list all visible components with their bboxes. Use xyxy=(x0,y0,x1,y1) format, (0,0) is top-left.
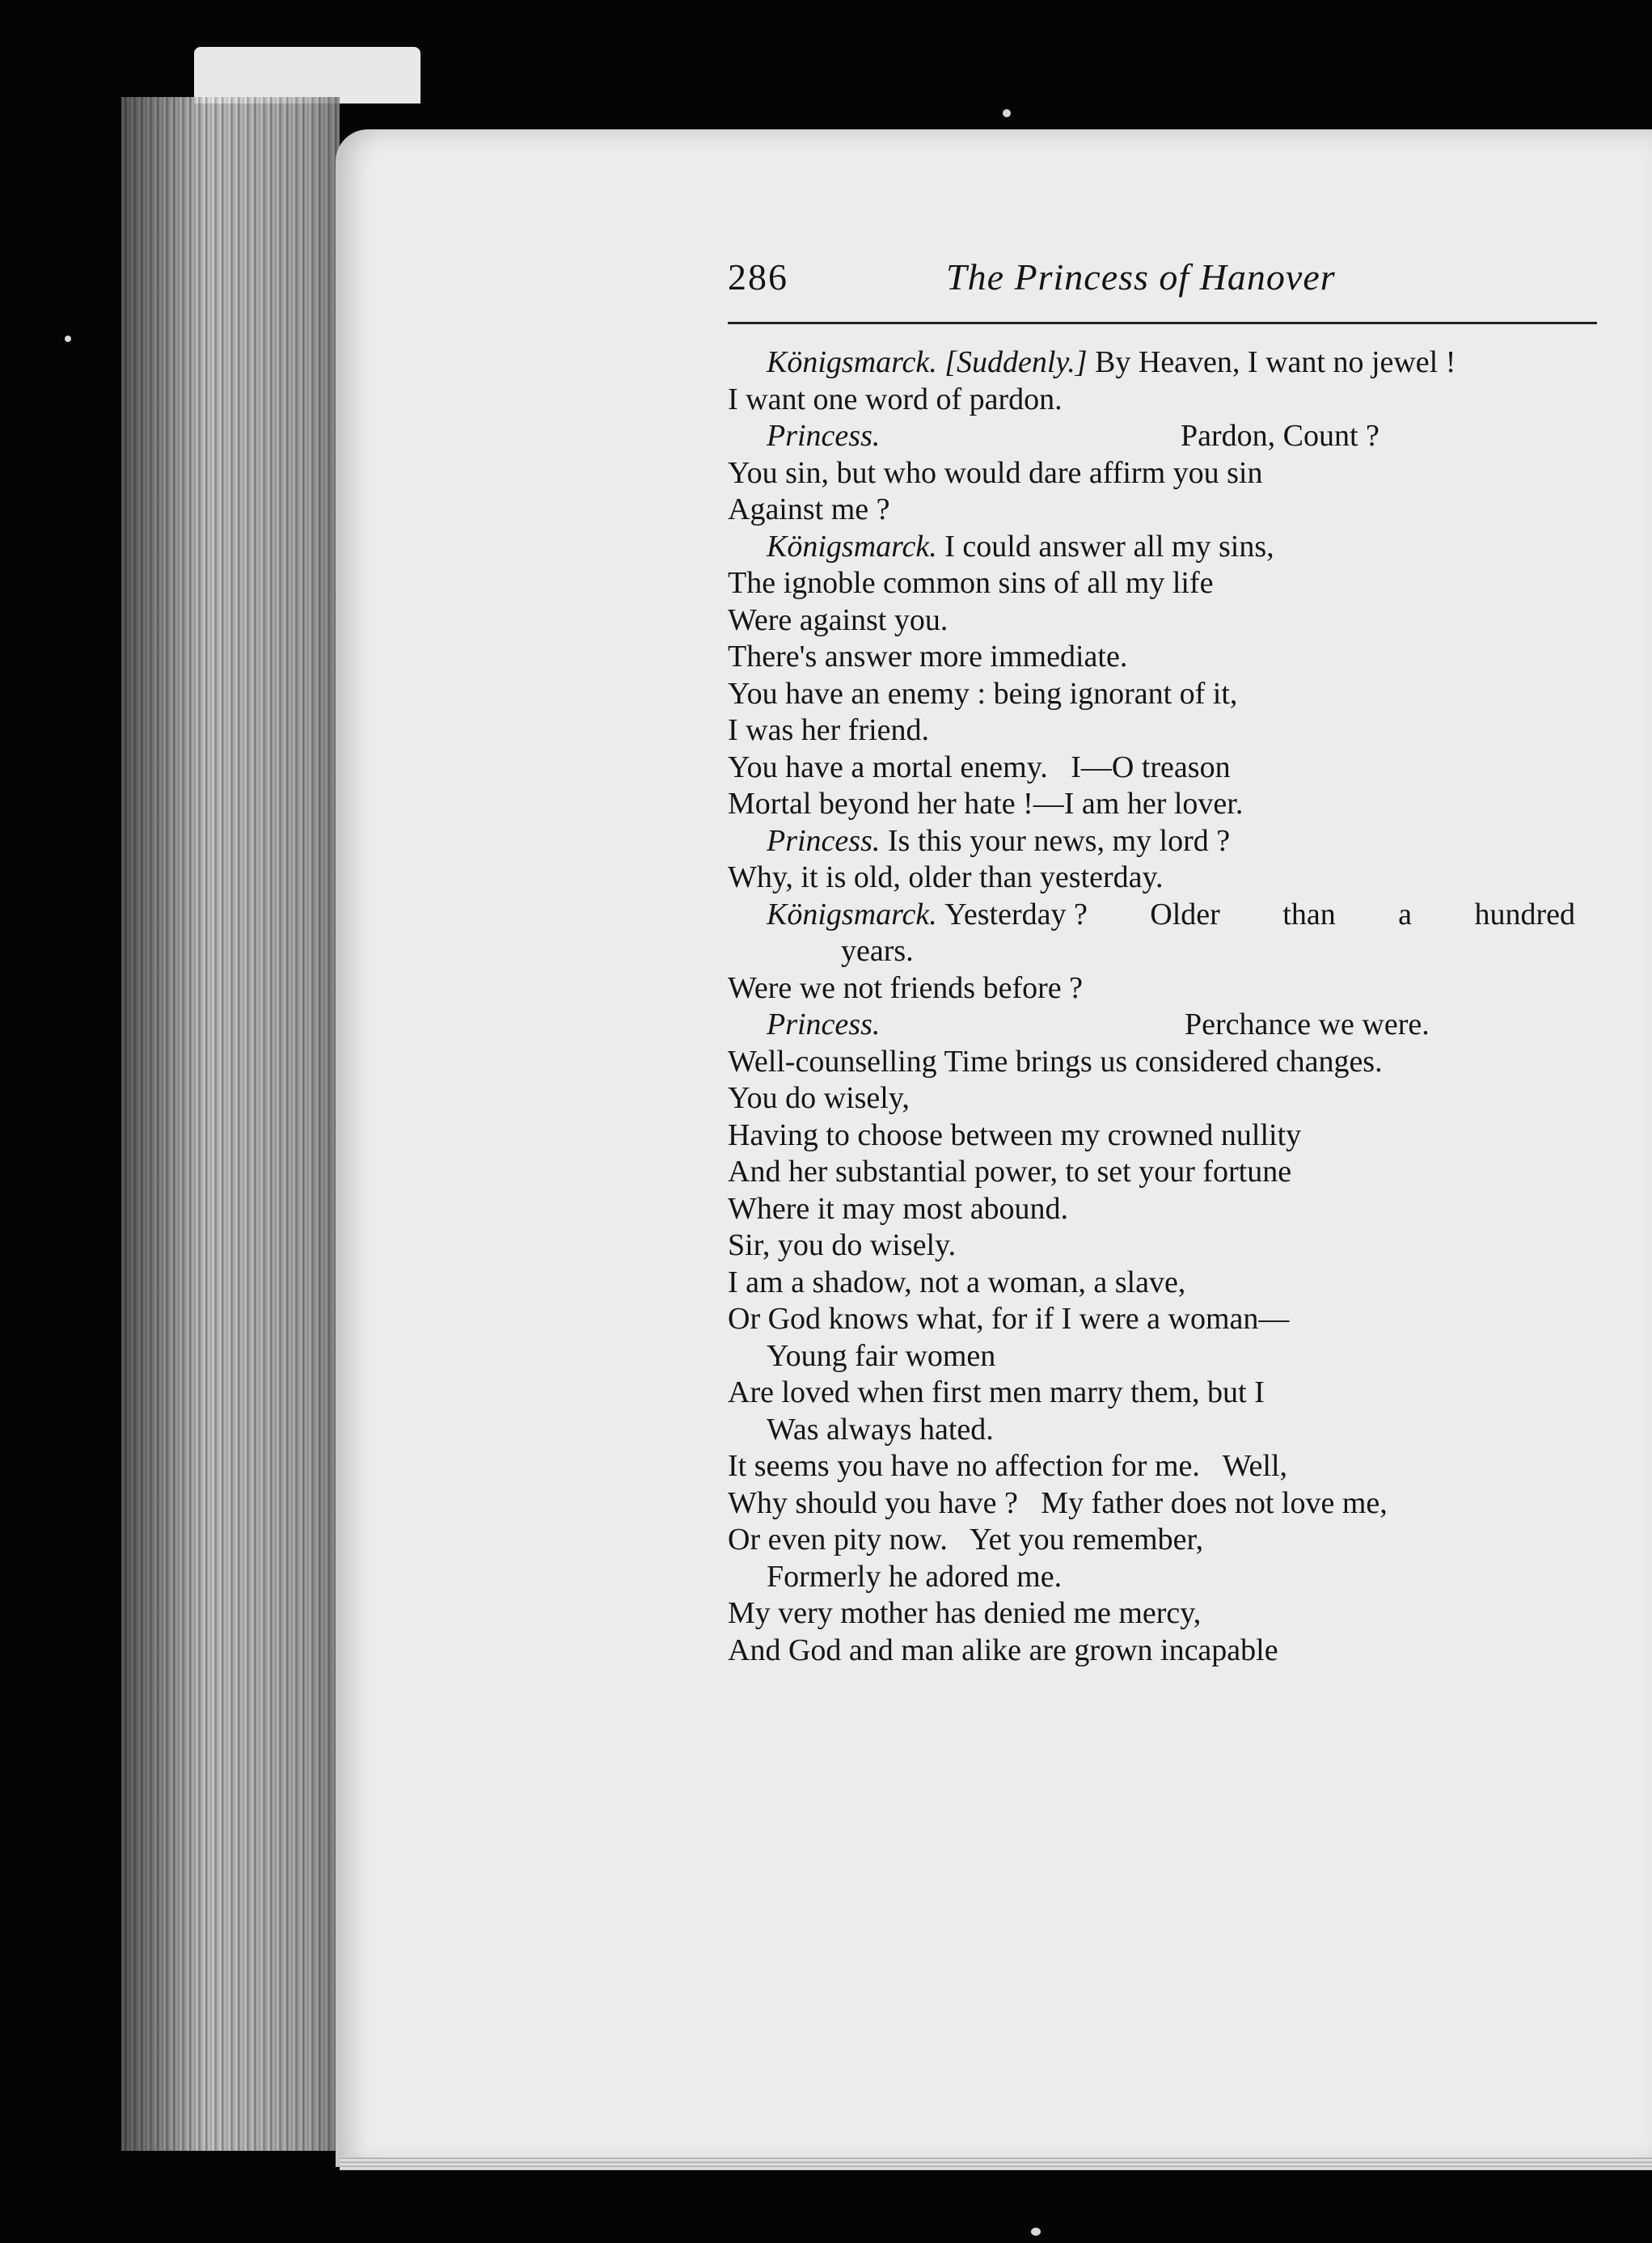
header-rule xyxy=(728,322,1597,324)
verse-line xyxy=(728,897,1633,934)
book-bottom-edge xyxy=(340,2157,1652,2170)
line-text: Is this your news, my lord ? xyxy=(887,823,1231,858)
running-head xyxy=(728,256,1601,312)
verse-line: Young fair women xyxy=(767,1338,996,1373)
dust-speck xyxy=(1031,2228,1041,2236)
verse-line: Against me ? xyxy=(728,492,890,526)
verse-line: Sir, you do wisely. xyxy=(728,1228,957,1262)
line-word: than xyxy=(1282,897,1336,931)
line-text: Pardon, Count ? xyxy=(1181,419,1379,453)
line-word: a xyxy=(1398,897,1413,931)
verse-line: You have an enemy : being ignorant of it, xyxy=(728,676,1238,711)
line-word: hundred xyxy=(1474,897,1575,931)
dust-speck xyxy=(1003,109,1011,117)
book-edge-shadow xyxy=(121,97,340,2151)
verse-line: Formerly he adored me. xyxy=(767,1559,1063,1594)
verse-line: My very mother has denied me mercy, xyxy=(728,1596,1202,1630)
verse-line: You have a mortal enemy. I—O treason xyxy=(728,750,1231,784)
line-text: I could answer all my sins, xyxy=(944,529,1274,564)
verse-line: I want one word of pardon. xyxy=(728,382,1063,416)
speaker-name: Princess. xyxy=(767,1007,881,1041)
verse-line: Why should you have ? My father does not love me, xyxy=(728,1485,1388,1520)
verse-line: Having to choose between my crowned nullity xyxy=(728,1117,1302,1152)
speaker-name: Princess. xyxy=(767,419,881,453)
running-title: The Princess of Hanover xyxy=(946,256,1336,298)
verse-line: Were we not friends before ? xyxy=(728,970,1084,1005)
verse-line: It seems you have no affection for me. Well, xyxy=(728,1449,1287,1483)
verse-line: I was her friend. xyxy=(728,713,930,747)
line-word: Older xyxy=(1150,897,1220,931)
line-word: Yesterday ? xyxy=(944,897,1088,931)
play-text xyxy=(728,344,1633,1669)
page-tab-marker xyxy=(194,47,420,103)
verse-line: And her substantial power, to set your fortune xyxy=(728,1155,1292,1189)
verse-line xyxy=(728,1007,1633,1044)
verse-line: Well-counselling Time brings us considered changes. xyxy=(728,1044,1383,1079)
verse-line: You do wisely, xyxy=(728,1081,910,1115)
verse-line: I am a shadow, not a woman, a slave, xyxy=(728,1265,1186,1299)
dust-speck xyxy=(65,336,71,342)
verse-line: You sin, but who would dare affirm you sin xyxy=(728,455,1263,490)
verse-line: And God and man alike are grown incapable xyxy=(728,1633,1278,1667)
verse-line: Are loved when first men marry them, but I xyxy=(728,1375,1265,1409)
verse-line: Was always hated. xyxy=(767,1412,994,1447)
line-text: Perchance we were. xyxy=(1185,1007,1430,1041)
verse-line: There's answer more immediate. xyxy=(728,640,1128,674)
verse-line: Where it may most abound. xyxy=(728,1191,1069,1226)
speaker-name: Königsmarck. xyxy=(767,345,937,379)
verse-line: Or even pity now. Yet you remember, xyxy=(728,1523,1204,1557)
verse-line xyxy=(728,823,1633,860)
line-text: By Heaven, I want no jewel ! xyxy=(1095,345,1456,379)
verse-line xyxy=(728,418,1633,455)
verse-line: years. xyxy=(841,934,914,968)
verse-line: Or God knows what, for if I were a woman— xyxy=(728,1302,1290,1336)
speaker-name: Königsmarck. xyxy=(767,897,937,931)
verse-line xyxy=(728,344,1633,382)
speaker-name: Königsmarck. xyxy=(767,529,937,564)
verse-line: Were against you. xyxy=(728,602,949,637)
stage-direction: [Suddenly.] xyxy=(944,345,1088,379)
verse-line xyxy=(728,529,1633,566)
verse-line: Why, it is old, older than yesterday. xyxy=(728,860,1164,894)
verse-line: Mortal beyond her hate !—I am her lover. xyxy=(728,787,1244,821)
verse-line: The ignoble common sins of all my life xyxy=(728,566,1214,600)
speaker-name: Princess. xyxy=(767,823,881,858)
page-number: 286 xyxy=(728,256,788,298)
justified-line xyxy=(728,897,1575,934)
